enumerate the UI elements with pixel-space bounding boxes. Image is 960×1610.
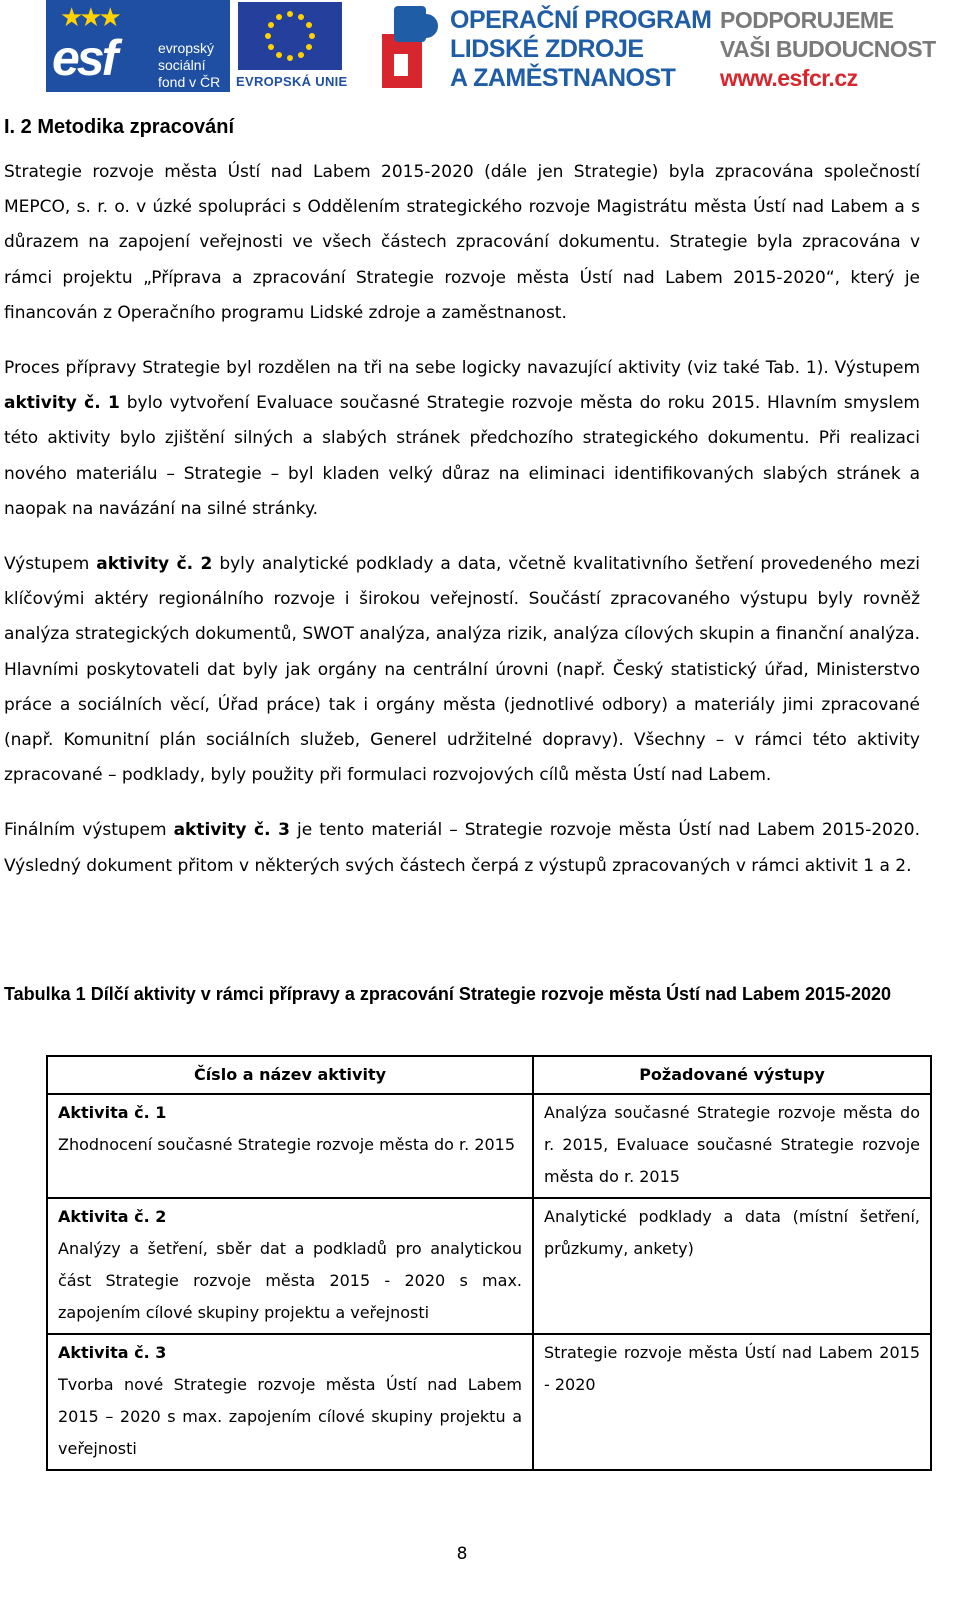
- paragraph: [4, 155, 920, 331]
- esf-logo-text: evropský sociální fond v ČR: [158, 40, 221, 90]
- text-run: Výstupem: [4, 554, 97, 575]
- activity-description: Zhodnocení současné Strategie rozvoje města do r. 2015: [58, 1135, 516, 1154]
- table-caption: Tabulka 1 Dílčí aktivity v rámci přípravy a zpracování Strategie rozvoje města Ústí nad Labem 2015-2020: [4, 984, 892, 1004]
- text-run: byly analytické podklady a data, včetně kvalitativního šetření provedeného mezi klíčovými aktéry regionálního rozvoje i širokou veřejností. Součástí zpracovaného výstupu byly rovněž analýza strategických dokumentů, SWOT analýza, analýza rizik, analýza cílových skupin a finanční analýza. Hlavními poskytovateli dat byly jak orgány na centrální úrovni (např. Český statistický úřad, Ministerstvo práce a sociálních věcí, Úřad práce) tak i orgány města (jednotlivé odbory) a materiály jimi zpracované (např. Komunitní plán sociálních služeb, Generel udržitelné dopravy). Všechny – v rámci této aktivity zpracované – podklady, byly použity při formulaci rozvojových cílů města Ústí nad Labem.: [4, 554, 920, 786]
- activity-cell: [47, 1198, 533, 1334]
- eu-logo: [236, 0, 384, 92]
- activity-title: Aktivita č. 2: [58, 1207, 167, 1226]
- activity-title: Aktivita č. 1: [58, 1103, 167, 1122]
- activities-table-wrap: [46, 1055, 932, 1471]
- document-body: [4, 155, 920, 904]
- activity-description: Analýzy a šetření, sběr dat a podkladů pro analytickou část Strategie rozvoje města 2015 - 2020 s max. zapojením cílové skupiny projektu a veřejnosti: [58, 1239, 522, 1322]
- text-run: Strategie rozvoje města Ústí nad Labem 2015-2020 (dále jen Strategie) byla zpracována společností MEPCO, s. r. o. v úzké spolupráci s Oddělením strategického rozvoje Magistrátu města Ústí nad Labem a s důrazem na zapojení veřejnosti ve všech částech zpracování dokumentu. Strategie byla zpracována v rámci projektu „Příprava a zpracování Strategie rozvoje města Ústí nad Labem 2015-2020“, který je financován z Operačního programu Lidské zdroje a zaměstnanost.: [4, 162, 920, 323]
- op-mark-icon: [380, 4, 440, 90]
- op-logo: [374, 0, 714, 92]
- table-header-row: [47, 1056, 931, 1094]
- outputs-cell: Strategie rozvoje města Ústí nad Labem 2015 - 2020: [533, 1334, 931, 1470]
- paragraph: [4, 813, 920, 883]
- table-caption-wrap: [4, 980, 920, 1008]
- activity-title: Aktivita č. 3: [58, 1343, 167, 1362]
- text-run: bylo vytvoření Evaluace současné Strategie rozvoje města do roku 2015. Hlavním smyslem této aktivity bylo zjištění silných a slabých stránek předchozího strategického dokumentu. Při realizaci nového materiálu – Strategie – byl kladen velký důraz na eliminaci identifikovaných slabých stránek a naopak na navázání na silné stránky.: [4, 393, 920, 519]
- bold-text: aktivity č. 2: [96, 554, 213, 575]
- eu-flag-icon: [238, 2, 342, 70]
- table-body: [47, 1094, 931, 1470]
- bold-text: aktivity č. 1: [4, 393, 120, 414]
- activity-cell: [47, 1334, 533, 1470]
- bold-text: aktivity č. 3: [173, 820, 290, 841]
- slogan-line2: VAŠI BUDOUCNOST: [720, 36, 936, 62]
- text-run: Finálním výstupem: [4, 820, 174, 841]
- eu-logo-text: EVROPSKÁ UNIE: [236, 74, 348, 89]
- header-activity: Číslo a název aktivity: [47, 1056, 533, 1094]
- activity-description: Tvorba nové Strategie rozvoje města Ústí nad Labem 2015 – 2020 s max. zapojením cílové skupiny projektu a veřejnosti: [58, 1375, 522, 1458]
- paragraph: [4, 547, 920, 793]
- eu-stars-circle-icon: [238, 2, 342, 70]
- esf-wordmark: esf: [52, 30, 116, 86]
- slogan-url: www.esfcr.cz: [720, 65, 858, 91]
- logo-header: [44, 0, 936, 96]
- table-row: [47, 1334, 931, 1470]
- section-title: I. 2 Metodika zpracování: [4, 116, 235, 138]
- outputs-cell: Analytické podklady a data (místní šetření, průzkumy, ankety): [533, 1198, 931, 1334]
- activities-table: [46, 1055, 932, 1471]
- esf-stars-icon: ★★★: [60, 2, 118, 32]
- text-run: Proces přípravy Strategie byl rozdělen na tři na sebe logicky navazující aktivity (viz také Tab. 1). Výstupem: [4, 358, 920, 379]
- op-logo-text: OPERAČNÍ PROGRAM LIDSKÉ ZDROJE A ZAMĚSTNANOST: [450, 6, 712, 92]
- text-run: je tento materiál – Strategie rozvoje města Ústí nad Labem 2015-2020. Výsledný dokument přitom v některých svých částech čerpá z výstupů zpracovaných v rámci aktivit 1 a 2.: [4, 820, 920, 876]
- page-number: 8: [456, 1544, 468, 1564]
- header-outputs: Požadované výstupy: [533, 1056, 931, 1094]
- table-row: [47, 1198, 931, 1334]
- table-row: [47, 1094, 931, 1198]
- slogan-line1: PODPORUJEME: [720, 7, 894, 33]
- paragraphs: [4, 155, 920, 884]
- slogan-logo: [720, 6, 936, 92]
- activity-cell: [47, 1094, 533, 1198]
- outputs-cell: Analýza současné Strategie rozvoje města do r. 2015, Evaluace současné Strategie rozvoje města do r. 2015: [533, 1094, 931, 1198]
- esf-logo: [46, 0, 230, 92]
- paragraph: [4, 351, 920, 527]
